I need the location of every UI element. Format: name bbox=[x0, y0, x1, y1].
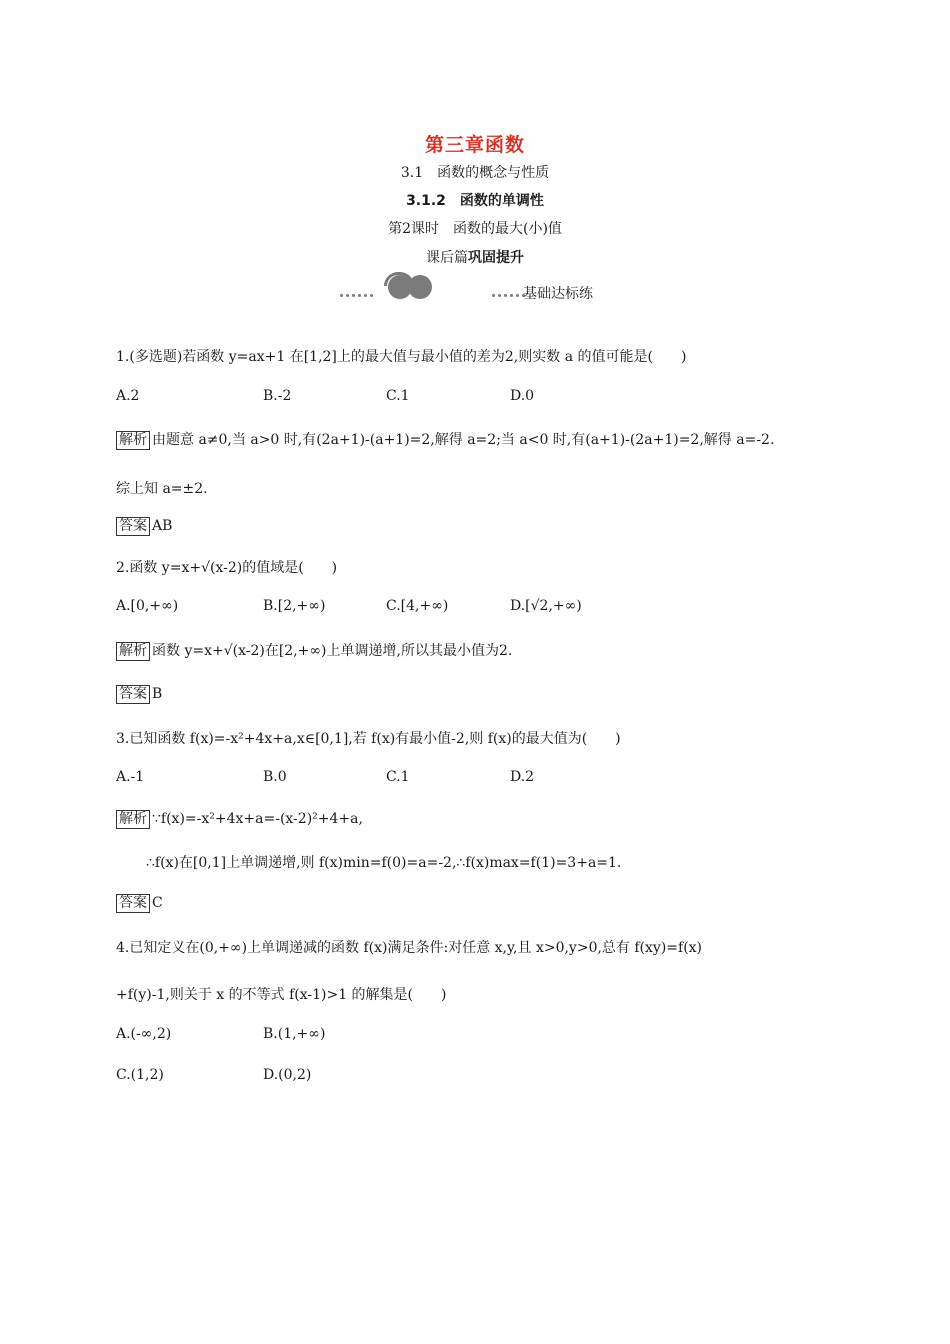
q3-analysis-conclusion: ∴f(x)在[0,1]上单调递增,则 f(x)min=f(0)=a=-2,∴f(x)max=f(1)=3+a=1. bbox=[146, 855, 622, 871]
q4-option-d: D.(0,2) bbox=[263, 1067, 312, 1083]
question-3-stem: 3.已知函数 f(x)=-x²+4x+a,x∈[0,1],若 f(x)有最小值-2,则 f(x)的最大值为( ) bbox=[116, 731, 621, 747]
analysis-tag: 解析 bbox=[116, 642, 150, 661]
q3-option-d: D.2 bbox=[510, 769, 535, 785]
chapter-title: 第三章函数 bbox=[424, 134, 525, 156]
q2-answer: 答案 B bbox=[116, 685, 162, 704]
q3-option-a: A.-1 bbox=[116, 769, 145, 785]
q4-option-c: C.(1,2) bbox=[116, 1067, 164, 1083]
level-label: 基础达标练 bbox=[523, 286, 593, 302]
q2-option-d: D.[√2,+∞) bbox=[510, 598, 582, 614]
q3-option-b: B.0 bbox=[263, 769, 287, 785]
q2-option-a: A.[0,+∞) bbox=[116, 598, 179, 614]
analysis-tag: 解析 bbox=[116, 431, 150, 450]
q3-option-c: C.1 bbox=[386, 769, 410, 785]
q2-option-b: B.[2,+∞) bbox=[263, 598, 326, 614]
q1-analysis-conclusion: 综上知 a=±2. bbox=[116, 481, 208, 497]
answer-tag: 答案 bbox=[116, 517, 150, 536]
q1-analysis: 解析 由题意 a≠0,当 a>0 时,有(2a+1)-(a+1)=2,解得 a=2;当 a<0 时,有(a+1)-(2a+1)=2,解得 a=-2. bbox=[116, 429, 774, 450]
q1-option-a: A.2 bbox=[116, 388, 140, 404]
section-title: 3.1 函数的概念与性质 bbox=[400, 165, 550, 181]
q3-analysis: 解析 ∵f(x)=-x²+4x+a=-(x-2)²+4+a, bbox=[116, 810, 363, 829]
lesson-title: 第2课时 函数的最大(小)值 bbox=[388, 221, 562, 237]
answer-tag: 答案 bbox=[116, 685, 150, 704]
analysis-tag: 解析 bbox=[116, 810, 150, 829]
level-banner bbox=[340, 272, 640, 304]
q1-answer: 答案 AB bbox=[116, 517, 172, 536]
question-1-stem: 1.(多选题)若函数 y=ax+1 在[1,2]上的最大值与最小值的差为2,则实数 a 的值可能是( ) bbox=[116, 349, 687, 365]
subsection-title: 3.1.2 函数的单调性 bbox=[406, 193, 544, 209]
answer-tag: 答案 bbox=[116, 894, 150, 913]
question-4-stem-continued: +f(y)-1,则关于 x 的不等式 f(x-1)>1 的解集是( ) bbox=[116, 987, 447, 1003]
dots-decoration bbox=[340, 285, 376, 304]
q1-option-b: B.-2 bbox=[263, 388, 292, 404]
exercise-title: 课后篇巩固提升 bbox=[426, 250, 524, 266]
q3-answer: 答案 C bbox=[116, 894, 163, 913]
q4-option-a: A.(-∞,2) bbox=[116, 1026, 172, 1042]
q2-analysis: 解析 函数 y=x+√(x-2)在[2,+∞)上单调递增,所以其最小值为2. bbox=[116, 640, 512, 661]
circle-decoration bbox=[408, 275, 432, 299]
q1-option-c: C.1 bbox=[386, 388, 410, 404]
question-2-stem: 2.函数 y=x+√(x-2)的值域是( ) bbox=[116, 560, 338, 576]
q1-option-d: D.0 bbox=[510, 388, 535, 404]
q2-option-c: C.[4,+∞) bbox=[386, 598, 449, 614]
question-4-stem: 4.已知定义在(0,+∞)上单调递减的函数 f(x)满足条件:对任意 x,y,且 x>0,y>0,总有 f(xy)=f(x) bbox=[116, 940, 703, 956]
q4-option-b: B.(1,+∞) bbox=[263, 1026, 326, 1042]
